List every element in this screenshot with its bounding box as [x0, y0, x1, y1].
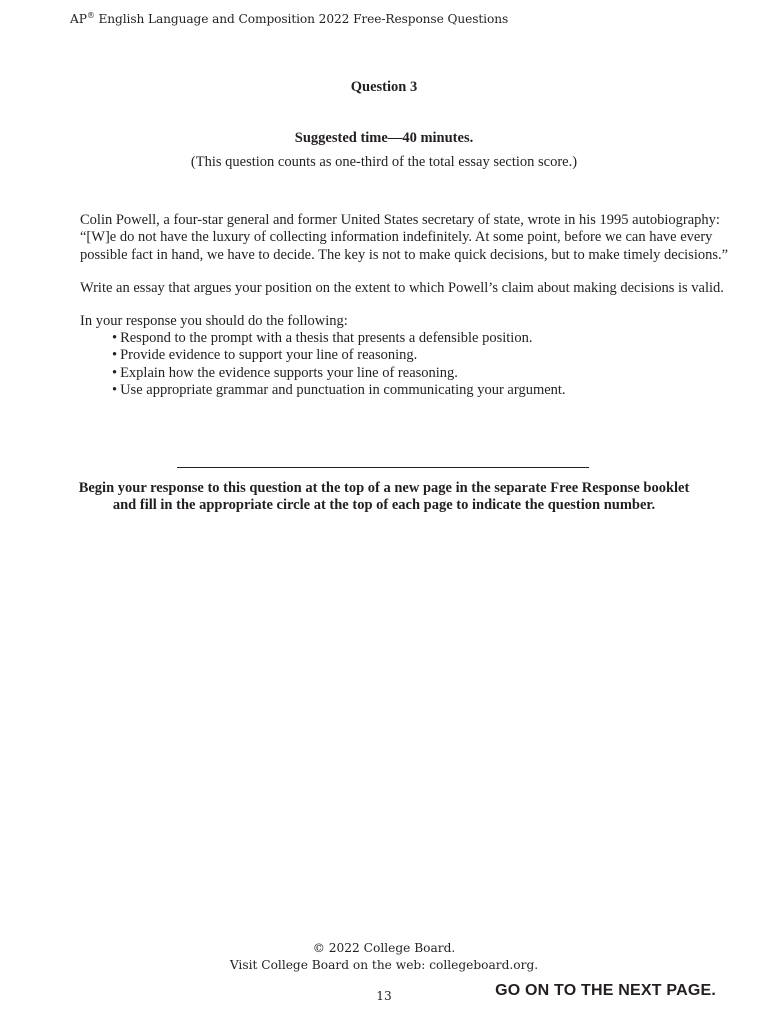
- requirements-list: [112, 330, 566, 399]
- weight-note: (This question counts as one-third of the total essay section score.): [190, 154, 578, 170]
- suggested-time: Suggested time—40 minutes.: [294, 130, 474, 146]
- running-header: [70, 12, 508, 26]
- registered-mark: ®: [86, 11, 95, 20]
- header-title: English Language and Composition 2022 Free-Response Questions: [94, 12, 509, 26]
- header-ap: AP: [70, 12, 87, 26]
- list-item: • Provide evidence to support your line of reasoning.: [112, 347, 566, 364]
- go-on-notice: GO ON TO THE NEXT PAGE.: [495, 982, 716, 999]
- task-paragraph: Write an essay that argues your position on the extent to which Powell’s claim about making decisions is valid.: [80, 280, 724, 296]
- response-instruction: [0, 480, 768, 514]
- powell-quote-paragraph: Colin Powell, a four-star general and former United States secretary of state, wrote in his 1995 autobiography: “[W]e do not have the luxury of collecting information indefinitely. At some point, before we can have every possible fact in hand, we have to decide. The key is not to make quick decisions, but to make timely decisions.”: [80, 212, 729, 263]
- response-intro: In your response you should do the following:: [80, 313, 348, 329]
- instruction-line-1: Begin your response to this question at the top of a new page in the separate Free Response booklet: [78, 480, 690, 496]
- question-title: Question 3: [350, 79, 418, 95]
- copyright: © 2022 College Board.: [312, 941, 456, 955]
- list-item: • Explain how the evidence supports your line of reasoning.: [112, 365, 566, 382]
- instruction-line-2: and fill in the appropriate circle at the top of each page to indicate the question number.: [112, 497, 656, 513]
- list-item: • Respond to the prompt with a thesis that presents a defensible position.: [112, 330, 566, 347]
- list-item: • Use appropriate grammar and punctuation in communicating your argument.: [112, 382, 566, 399]
- divider-rule: [177, 467, 589, 468]
- page-number: 13: [376, 989, 392, 1003]
- visit-notice: Visit College Board on the web: collegeboard.org.: [229, 958, 539, 972]
